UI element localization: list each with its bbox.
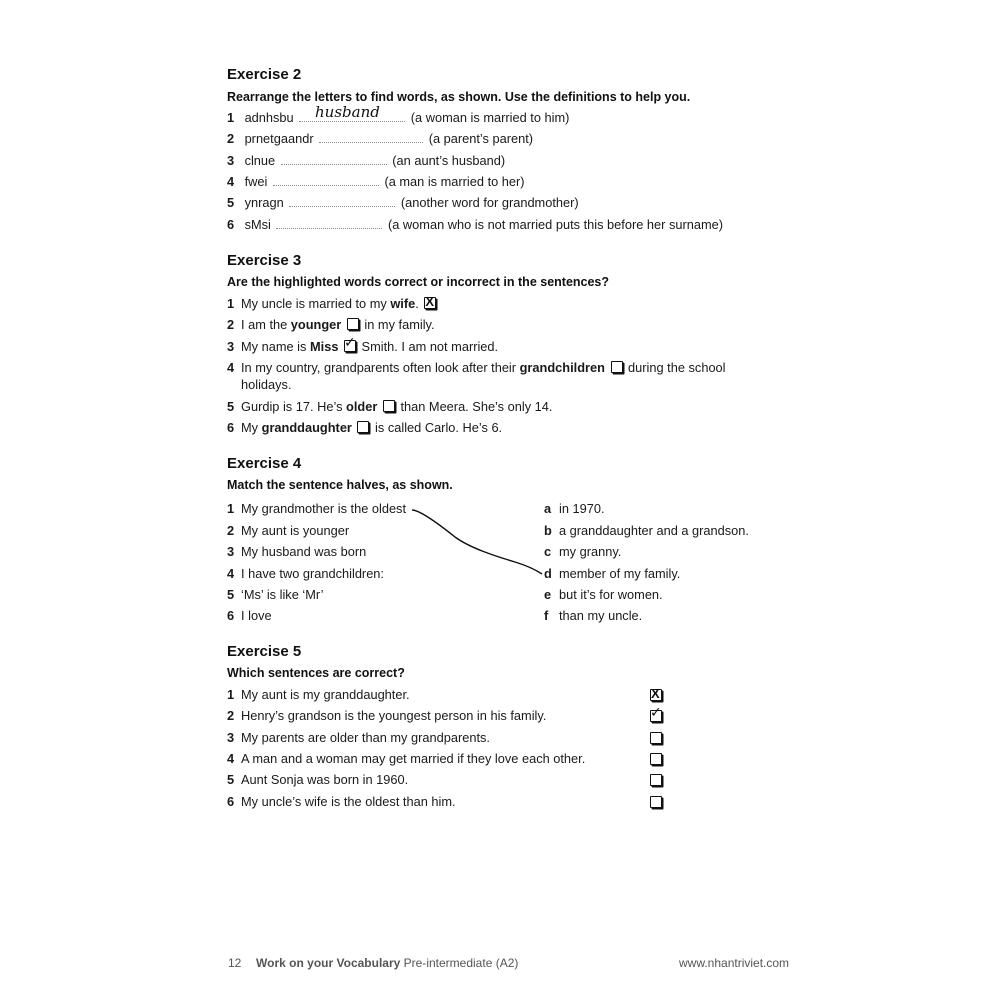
exercise-5-item-1: 1 My aunt is my granddaughter. — [227, 687, 410, 702]
exercise-3-instruction: Are the highlighted words correct or incorrect in the sentences? — [227, 275, 610, 289]
book-title: Work on your Vocabulary — [256, 956, 401, 970]
match-left-3[interactable]: 3 My husband was born — [227, 544, 367, 559]
exercise-5-instruction: Which sentences are correct? — [227, 666, 405, 680]
match-right-a[interactable]: a in 1970. — [544, 501, 605, 516]
handwritten-answer: husband — [315, 103, 380, 121]
exercise-2-title: Exercise 2 — [227, 66, 302, 83]
exercise-3-item-1: 1 My uncle is married to my wife. X — [227, 296, 438, 311]
checkbox-5-5[interactable] — [650, 774, 662, 786]
exercise-2-item-2: 2 prnetgaandr (a parent’s parent) — [227, 131, 534, 146]
match-right-c[interactable]: c my granny. — [544, 544, 622, 559]
exercise-3-item-2: 2 I am the younger in my family. — [227, 317, 435, 332]
exercise-3-item-5: 5 Gurdip is 17. He’s older than Meera. She’s only 14. — [227, 399, 553, 414]
match-right-f[interactable]: f than my uncle. — [544, 608, 643, 623]
checkbox-5-6[interactable] — [650, 796, 662, 808]
match-left-1[interactable]: 1 My grandmother is the oldest — [227, 501, 407, 516]
check-mark-icon: ✓ — [650, 704, 662, 720]
checkbox-5-1-incorrect[interactable] — [650, 686, 662, 701]
x-mark-icon: X — [651, 686, 660, 701]
exercise-4-title: Exercise 4 — [227, 455, 302, 472]
match-left-4[interactable]: 4 I have two grandchildren: — [227, 566, 384, 581]
exercise-3-item-6: 6 My granddaughter is called Carlo. He’s 6. — [227, 420, 503, 435]
match-left-2[interactable]: 2 My aunt is younger — [227, 523, 350, 538]
exercise-3-title: Exercise 3 — [227, 252, 302, 269]
checkbox[interactable] — [357, 421, 369, 433]
answer-blank-2[interactable] — [319, 132, 423, 143]
exercise-3-item-4-continuation: holidays. — [241, 377, 292, 392]
answer-blank-4[interactable] — [273, 175, 379, 186]
exercise-2-item-3: 3 clnue (an aunt’s husband) — [227, 153, 506, 168]
exercise-5-item-6: 6 My uncle’s wife is the oldest than him. — [227, 794, 456, 809]
exercise-5-item-2: 2 Henry’s grandson is the youngest person in his family. — [227, 708, 547, 723]
match-left-6[interactable]: 6 I love — [227, 608, 272, 623]
checkbox-5-2-correct[interactable] — [650, 704, 662, 722]
checkbox-incorrect[interactable] — [424, 294, 436, 309]
answer-blank-6[interactable] — [276, 218, 382, 229]
exercise-5-title: Exercise 5 — [227, 643, 302, 660]
exercise-2-item-5: 5 ynragn (another word for grandmother) — [227, 195, 579, 210]
match-right-d[interactable]: d member of my family. — [544, 566, 681, 581]
match-right-b[interactable]: b a granddaughter and a grandson. — [544, 523, 749, 538]
exercise-3-item-4: 4 In my country, grandparents often look after their grandchildren during the school — [227, 360, 726, 375]
book-level: Pre-intermediate (A2) — [403, 956, 519, 970]
exercise-2-item-4: 4 fwei (a man is married to her) — [227, 174, 525, 189]
exercise-2-item-6: 6 sMsi (a woman who is not married puts this before her surname) — [227, 217, 723, 232]
answer-blank-5[interactable] — [289, 196, 395, 207]
checkbox-5-4[interactable] — [650, 753, 662, 765]
check-mark-icon: ✓ — [344, 334, 356, 350]
match-right-e[interactable]: e but it’s for women. — [544, 587, 663, 602]
page-footer — [228, 956, 518, 970]
exercise-5-item-4: 4 A man and a woman may get married if they love each other. — [227, 751, 586, 766]
exercise-4-instruction: Match the sentence halves, as shown. — [227, 478, 453, 492]
exercise-5-item-3: 3 My parents are older than my grandparents. — [227, 730, 490, 745]
checkbox[interactable] — [347, 318, 359, 330]
checkbox-correct[interactable] — [344, 334, 356, 352]
checkbox-5-3[interactable] — [650, 732, 662, 744]
page-number: 12 — [228, 956, 242, 970]
exercise-5-item-5: 5 Aunt Sonja was born in 1960. — [227, 772, 409, 787]
match-left-5[interactable]: 5 ‘Ms’ is like ‘Mr’ — [227, 587, 324, 602]
x-mark-icon: X — [425, 294, 435, 309]
checkbox[interactable] — [611, 361, 623, 373]
exercise-2-item-1: 1 adnhsbu (a woman is married to him) — [227, 110, 570, 125]
exercise-2-instruction: Rearrange the letters to find words, as shown. Use the definitions to help you. — [227, 90, 691, 104]
answer-blank-3[interactable] — [281, 154, 387, 165]
checkbox[interactable] — [383, 400, 395, 412]
exercise-3-item-3: 3 My name is Miss ✓ Smith. I am not married. — [227, 334, 499, 354]
website-link[interactable]: www.nhantriviet.com — [679, 956, 790, 970]
